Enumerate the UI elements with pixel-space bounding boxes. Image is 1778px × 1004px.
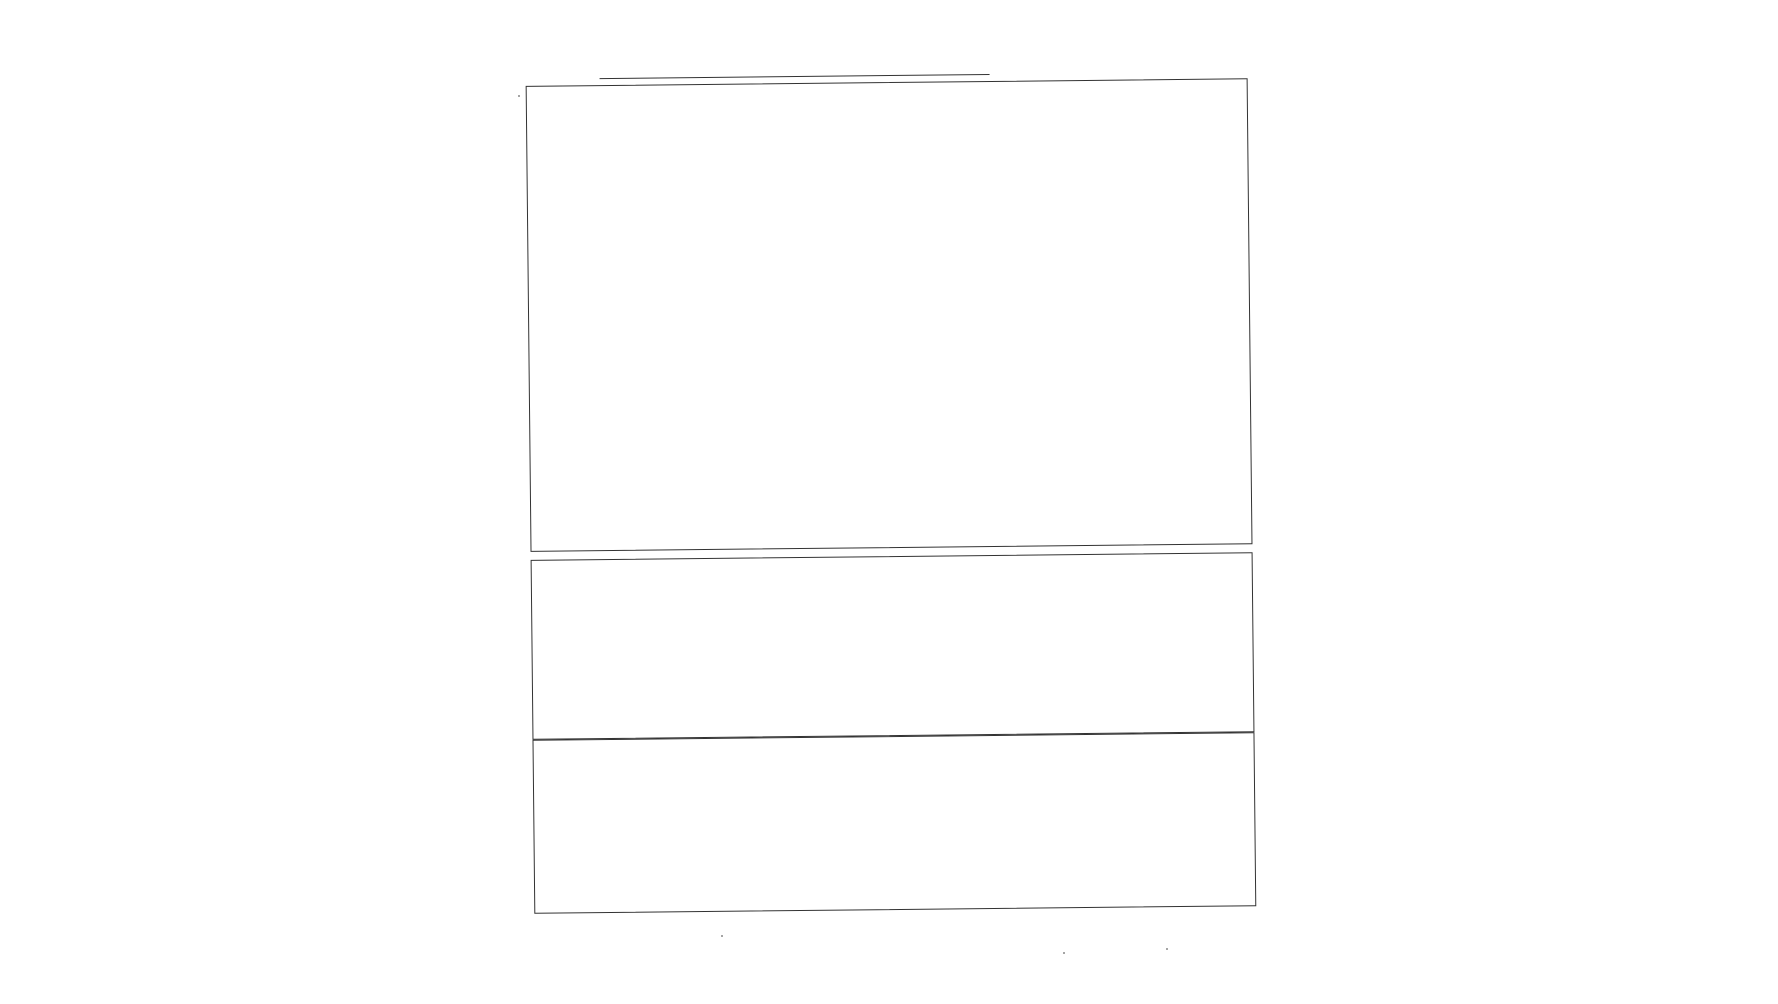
inspection-form <box>511 0 1261 1004</box>
scan-speck <box>1063 952 1065 954</box>
scan-speck <box>1166 948 1168 950</box>
scan-speck <box>721 935 723 937</box>
bedroom-table <box>531 552 1255 740</box>
scan-speck <box>518 95 520 97</box>
bathroom-table <box>532 732 1256 914</box>
top-checklist-table <box>526 78 1253 552</box>
property-underline <box>600 74 990 79</box>
